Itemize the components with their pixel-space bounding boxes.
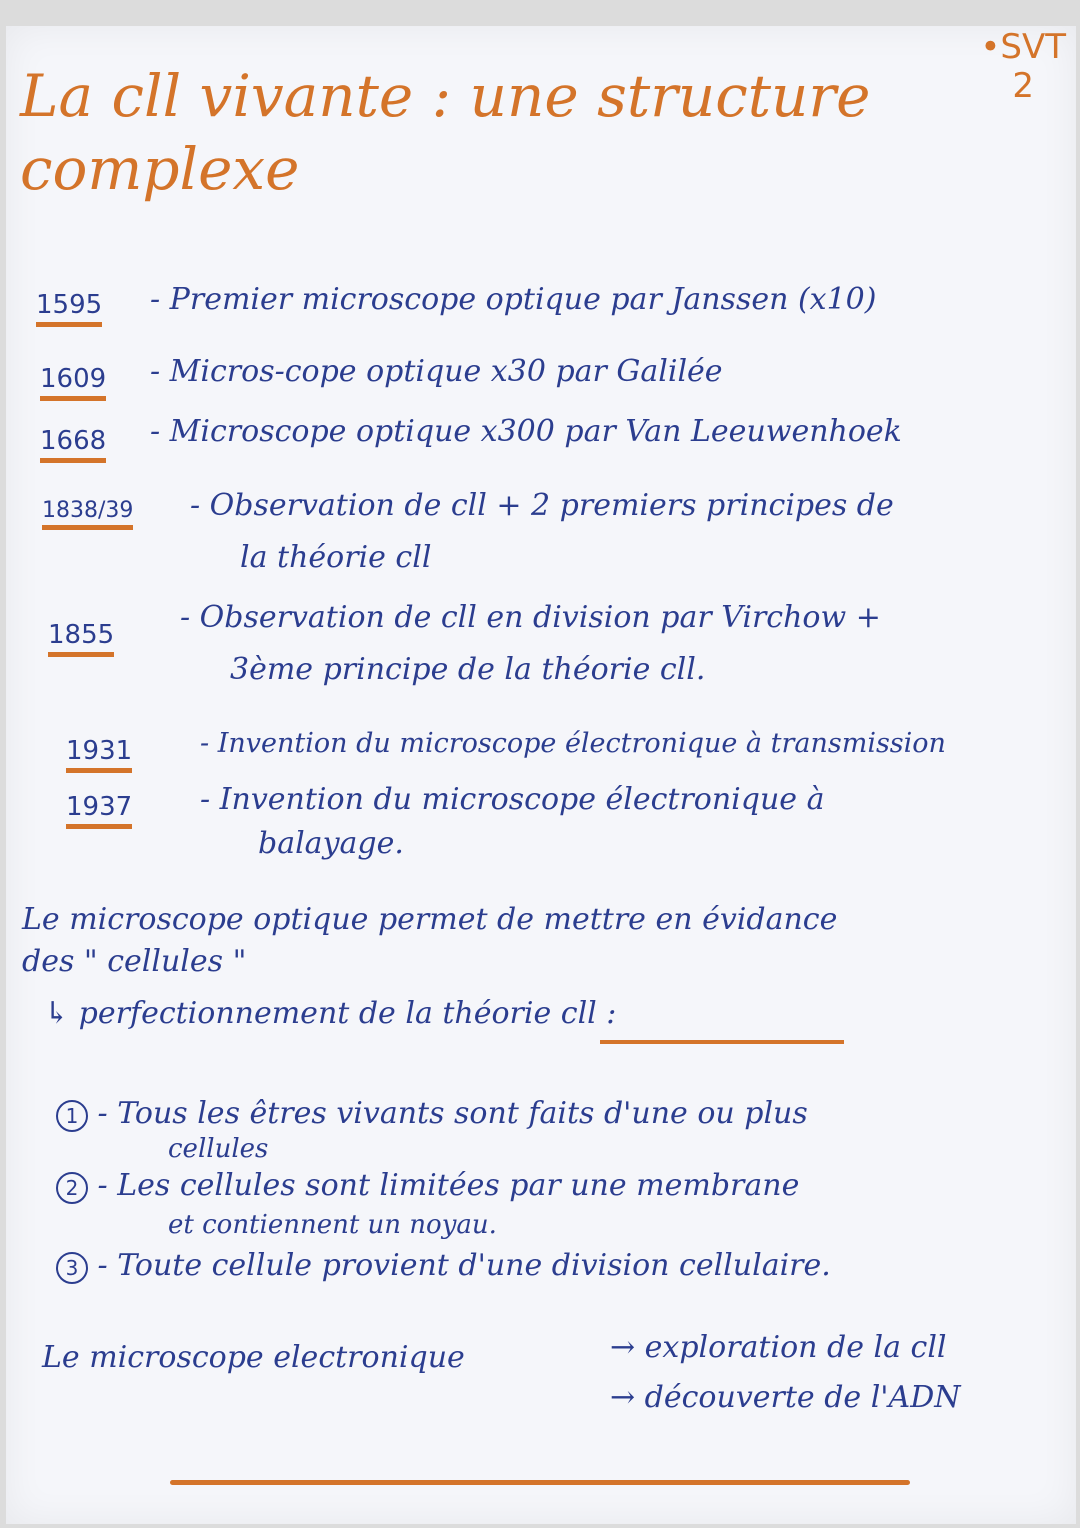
footer-arrow: → exploration de la cll bbox=[610, 1330, 947, 1365]
timeline-text: - Invention du microscope électronique à transmission bbox=[200, 728, 946, 759]
notebook-page bbox=[6, 26, 1076, 1524]
footer-left: Le microscope electronique bbox=[42, 1340, 465, 1375]
timeline-date: 1931 bbox=[66, 736, 132, 773]
page-title bbox=[20, 60, 870, 205]
underline-mark bbox=[600, 1040, 844, 1044]
timeline-date: 1838/39 bbox=[42, 498, 133, 530]
subject-number: 2 bbox=[1012, 66, 1034, 107]
timeline-text: - Micros-cope optique x30 par Galilée bbox=[150, 354, 723, 389]
principle-cont: cellules bbox=[168, 1134, 269, 1164]
principle-cont: et contiennent un noyau. bbox=[168, 1210, 497, 1240]
timeline-text: - Premier microscope optique par Janssen (x10) bbox=[150, 282, 877, 317]
paragraph-line: des " cellules " bbox=[22, 944, 247, 979]
bottom-rule bbox=[170, 1480, 910, 1485]
principle-number: 3 bbox=[56, 1252, 88, 1284]
principle-item bbox=[56, 1096, 808, 1132]
timeline-text-cont: balayage. bbox=[258, 826, 404, 861]
footer-arrow: → découverte de l'ADN bbox=[610, 1380, 961, 1415]
timeline-date: 1595 bbox=[36, 290, 102, 327]
principle-number: 1 bbox=[56, 1100, 88, 1132]
principle-text: - Les cellules sont limitées par une membrane bbox=[97, 1168, 800, 1203]
title-line-2: complexe bbox=[20, 134, 300, 203]
subject-label bbox=[980, 28, 1066, 106]
principle-number: 2 bbox=[56, 1172, 88, 1204]
subject-name: •SVT bbox=[980, 27, 1066, 67]
timeline-date: 1668 bbox=[40, 426, 106, 463]
timeline-text: - Invention du microscope électronique à bbox=[200, 782, 825, 817]
principle-text: - Toute cellule provient d'une division cellulaire. bbox=[97, 1248, 831, 1283]
title-line-1: La cll vivante : une structure bbox=[20, 62, 871, 130]
timeline-text-cont: la théorie cll bbox=[240, 540, 432, 575]
timeline-date: 1609 bbox=[40, 364, 106, 401]
paragraph-line: Le microscope optique permet de mettre en évidance bbox=[22, 902, 838, 937]
timeline-text: - Observation de cll en division par Virchow + bbox=[180, 600, 881, 635]
principle-text: - Tous les êtres vivants sont faits d'une ou plus bbox=[97, 1096, 808, 1131]
timeline-text: - Microscope optique x300 par Van Leeuwenhoek bbox=[150, 414, 902, 449]
timeline-date: 1855 bbox=[48, 620, 114, 657]
principle-item bbox=[56, 1248, 831, 1284]
timeline-date: 1937 bbox=[66, 792, 132, 829]
paragraph-line: ↳ perfectionnement de la théorie cll : bbox=[44, 996, 617, 1031]
principle-item bbox=[56, 1168, 799, 1204]
timeline-text: - Observation de cll + 2 premiers principes de bbox=[190, 488, 894, 523]
timeline-text-cont: 3ème principe de la théorie cll. bbox=[230, 652, 706, 687]
